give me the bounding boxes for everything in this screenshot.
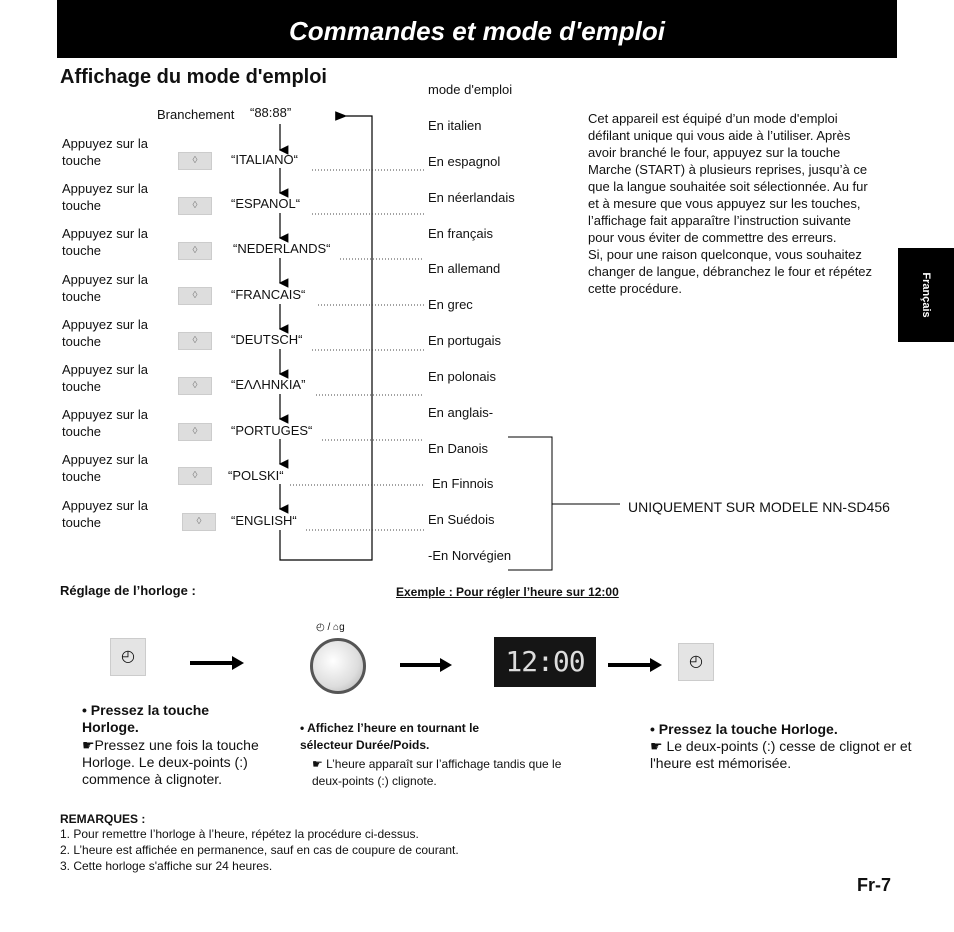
press-label: Appuyez sur la touche (62, 452, 148, 484)
page-title: Commandes et mode d'emploi (288, 16, 666, 46)
press-label: Appuyez sur la touche (62, 136, 148, 168)
display-code: “ITALIANO“ (231, 152, 298, 167)
step2-title: • Affichez l’heure en tournant le sélecteur Durée/Poids. (300, 721, 480, 752)
display-code: “PORTUGES“ (231, 423, 313, 438)
step3-text: ☛ Le deux-points (:) cesse de clignot er et l'heure est mémorisée. (650, 738, 912, 771)
model-note: UNIQUEMENT SUR MODELE NN-SD456 (628, 499, 890, 515)
start-key-icon: ◊ (178, 467, 212, 485)
start-key-icon: ◊ (178, 197, 212, 215)
languages-header: mode d'emploi (428, 82, 513, 97)
remarks-title: REMARQUES : (60, 812, 146, 826)
remark-item: 3. Cette horloge s'affiche sur 24 heures. (60, 859, 273, 873)
start-key-icon: ◊ (178, 242, 212, 260)
display-code: “POLSKI“ (228, 468, 284, 483)
remark-item: 2. L’heure est affichée en permanence, sauf en cas de coupure de courant. (60, 843, 459, 857)
start-key-icon: ◊ (178, 152, 212, 170)
display-code: “NEDERLANDS“ (233, 241, 331, 256)
language-item: En Finnois (432, 476, 494, 491)
dial-label: ◴ / ⌂g (316, 622, 345, 633)
display-code: “ENGLISH“ (231, 513, 297, 528)
press-label: Appuyez sur la touche (62, 317, 148, 349)
language-item: En anglais- (428, 405, 494, 420)
display-code: “FRANCAIS“ (231, 287, 306, 302)
time-weight-dial (310, 638, 366, 694)
start-key-icon: ◊ (178, 423, 212, 441)
language-item: En grec (428, 297, 473, 312)
language-item: En français (428, 226, 494, 241)
language-item: En Suédois (428, 512, 495, 527)
step2-text: ☛ L’heure apparaît sur l’affichage tandis que le deux-points (:) clignote. (312, 757, 562, 788)
step3-title: • Pressez la touche Horloge. (650, 721, 838, 737)
display-code: “ESPANOL“ (231, 196, 301, 211)
language-item: En polonais (428, 369, 496, 384)
language-item: En italien (428, 118, 482, 133)
language-item: En Danois (428, 441, 488, 456)
language-item: -En Norvégien (428, 548, 512, 563)
start-key-icon: ◊ (178, 377, 212, 395)
remark-item: 1. Pour remettre l’horloge à l’heure, répétez la procédure ci-dessus. (60, 827, 419, 841)
clock-key-icon: ◴ (110, 638, 146, 676)
start-key-icon: ◊ (178, 287, 212, 305)
press-label: Appuyez sur la touche (62, 226, 148, 258)
page-number: Fr-7 (857, 875, 892, 895)
start-key-icon: ◊ (182, 513, 216, 531)
step1-text: ☛Pressez une fois la touche Horloge. Le deux-points (:) commence à clignoter. (82, 737, 259, 787)
start-label: Branchement (157, 107, 235, 122)
language-item: En espagnol (428, 154, 501, 169)
display-code: “ΕΛΛΗΝΚΙΑ” (231, 377, 306, 392)
oven-display: 12:00 (494, 637, 596, 687)
press-label: Appuyez sur la touche (62, 272, 148, 304)
display-code: “DEUTSCH“ (231, 332, 303, 347)
clock-example: Exemple : Pour régler l’heure sur 12:00 (396, 585, 619, 599)
clock-key-icon: ◴ (678, 643, 714, 681)
step1-title: • Pressez la touche Horloge. (82, 702, 210, 735)
press-label: Appuyez sur la touche (62, 181, 148, 213)
press-label: Appuyez sur la touche (62, 498, 148, 530)
language-item: En néerlandais (428, 190, 515, 205)
clock-section-title: Réglage de l’horloge : (60, 583, 196, 598)
section-title: Affichage du mode d'emploi (60, 66, 327, 88)
start-code: “88:88” (250, 105, 292, 120)
language-tab-label: Français (920, 272, 932, 318)
press-label: Appuyez sur la touche (62, 407, 148, 439)
press-label: Appuyez sur la touche (62, 362, 148, 394)
description-text: Cet appareil est équipé d’un mode d'emploi défilant unique qui vous aide à l’utiliser. Après avoir branché le four, appuyez sur la touche Marche (START) à plusieurs reprises, jusqu’à ce que la langue souhaitée soit sélectionnée. Au fur et à mesure que vous appuyez sur les touches, l’affichage fait apparaître l’instruction suivante pour vous éviter de commettre des erreurs. Si, pour une raison quelconque, vous souhaitez changer de langue, débranchez le four et répétez cette procédure. (588, 111, 873, 296)
language-item: En allemand (428, 261, 501, 276)
start-key-icon: ◊ (178, 332, 212, 350)
language-item: En portugais (428, 333, 501, 348)
